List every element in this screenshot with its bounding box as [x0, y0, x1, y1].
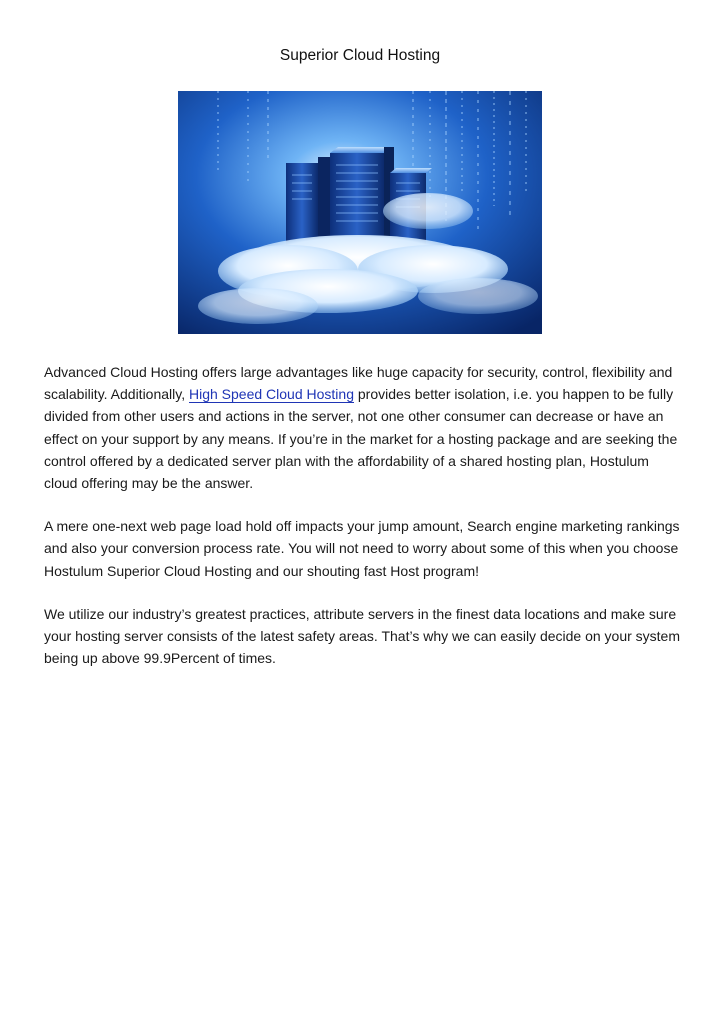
high-speed-cloud-hosting-link[interactable]: High Speed Cloud Hosting	[189, 386, 354, 403]
cloud-server-icon	[178, 91, 542, 334]
cloud-server-image	[178, 91, 542, 334]
paragraph-1-lead: Advanced Cloud Hosting offers large advantages like huge capacity for security, control, flexibility and scalability. Additionally,	[44, 364, 673, 403]
paragraph-3: We utilize our industry’s greatest practices, attribute servers in the finest data locations and make sure your hosting server consists of the latest safety areas. That’s why we can easily decide on your system being up above 99.9Percent of times.	[44, 605, 681, 667]
paragraph-1-trail: provides better isolation, i.e. you happen to be fully divided from other users and actions in the server, not one other consumer can decrease or have an effect on your support by any means. If you’re in the market for a hosting package and are seeking the control offered by a dedicated server plan with the affordability of a shared hosting plan, Hostulum cloud offering may be the answer.	[44, 386, 678, 492]
paragraph-2: A mere one-next web page load hold off impacts your jump amount, Search engine marketing rankings and also your conversion process rate. You will not need to worry about some of this when you choose Hostulum Superior Cloud Hosting and our shouting fast Host program!	[44, 518, 680, 579]
paragraph-1	[44, 361, 684, 494]
article-body	[44, 361, 684, 690]
page-title: Superior Cloud Hosting	[279, 47, 441, 64]
